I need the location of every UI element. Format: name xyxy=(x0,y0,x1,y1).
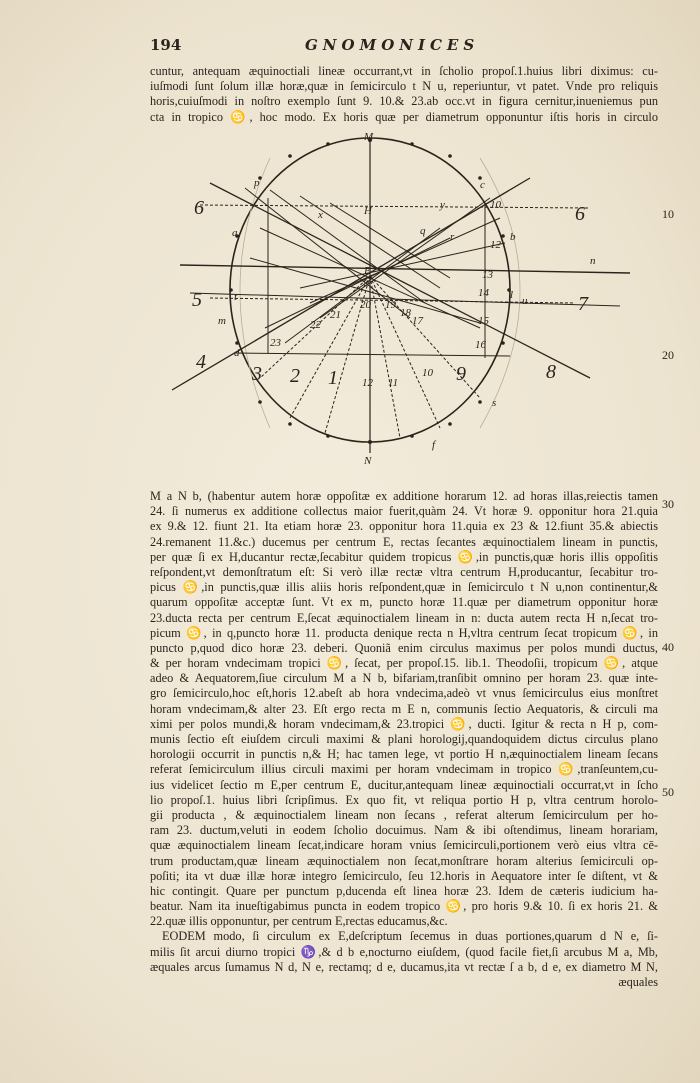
text-line: horologii occurrit in punctis n,& H; hac tamen lege, vt portio H n,æquinoctialem lineam ſecans xyxy=(150,747,658,762)
point-label: q xyxy=(420,225,426,237)
text-line: cuntur, antequam æquinoctiali lineæ occurrant,vt in ſcholio propoſ.1.huius libri diximus: cu- xyxy=(150,64,658,78)
hour-label: 5 xyxy=(192,289,202,311)
point-label: m xyxy=(218,315,226,327)
text-line: quarum oppoſitæ acceptæ ſunt. Vt ex m, puncto horæ 11.quæ per diametrum opponitur horæ xyxy=(150,595,658,610)
point-label: p xyxy=(254,177,260,189)
text-line: per quæ ſi ex H,ducantur rectæ,ſecabitur quidem tropicus ♋,in punctis,quæ horis illis oppoſitis xyxy=(150,549,658,564)
hour-number: 10 xyxy=(422,367,433,379)
point-label: u xyxy=(522,295,528,307)
running-title: GNOMONICES xyxy=(305,36,480,54)
hour-number: 12 xyxy=(362,377,373,389)
text-line: iuſmodi ſunt ſolum illæ horæ,quæ in ſemicirculo t N u, reperiuntur, vt patet. Vnde pro reliquis xyxy=(150,79,658,94)
text-line: quæ æquinoctialem lineam ſecat,indicare horam vnius ſemicirculi,portionem verò eius vltra cē- xyxy=(150,838,658,853)
hour-number: 10 xyxy=(490,199,501,211)
hour-number: 3 xyxy=(252,363,262,385)
text-line: lio propoſ.1. huius libri ſcripſimus. Ex quo fit, vt reliqua portio H p, vltra centrum horolo- xyxy=(150,792,658,807)
text-line: 22.quæ illis opponuntur, per centrum E,rectas educamus,&c. xyxy=(150,914,448,929)
point-label: c xyxy=(480,179,485,191)
page-header xyxy=(150,36,660,58)
text-line: poſiti; ita vt duæ illæ horæ integro ſemicirculo, ſeu 12.horis in Aequatore inter ſe diſtent, vt & xyxy=(150,868,658,883)
diagram-svg xyxy=(150,128,660,478)
margin-line-number: 40 xyxy=(662,640,674,654)
text-line: æquales arcus ſumamus N d, N e, rectamq; d e, ducamus,ita vt rectæ ſ a b, d e, ex diametro M N, xyxy=(150,959,658,974)
hour-number: 17 xyxy=(412,315,423,327)
text-line: & per horam vndecimam tropici ♋, ſecat, per propoſ.15. lib.1. Theodoſii, tropicum ♋, atque xyxy=(150,656,658,671)
hour-number: 11 xyxy=(388,377,399,389)
point-label: x xyxy=(318,209,323,221)
margin-line-number: 30 xyxy=(662,497,674,511)
text-line: ius videlicet ſectio m E,per centrum E, ducitur,antequam lineæ æquinoctiali occurrat,vt in ſcho xyxy=(150,777,658,792)
point-label: a xyxy=(232,227,238,239)
text-line: milis ſit arcui diurno tropici ♑,& d b e,nocturno eiuſdem, (quod facile fiet,ſi arcubus M a, Mb, xyxy=(150,944,658,959)
text-line: 24. ſi numerus ex additione collectus maior fuerit,quàm 24. Vt horæ 9. opponitur hora 21.quia xyxy=(150,504,658,519)
text-line: ximi per polos mundi,& horam vndecimam,& 23.tropici ♋, ducti. Igitur & recta n H p, com- xyxy=(150,716,658,731)
margin-line-number: 50 xyxy=(662,785,674,799)
text-line: adeo & Aequatorem,ſiue circulum M a N b, bifariam,tranſibit omnino per horam 23. quæ inte- xyxy=(150,671,658,686)
text-line: 24.remanent 11.&c.) ducemus per centrum E, rectas ſecantes æquinoctialem lineam in punctis, xyxy=(150,534,658,549)
page-number: 194 xyxy=(150,36,182,54)
hour-label: 8 xyxy=(546,361,556,383)
catchword: æquales xyxy=(618,975,658,989)
hour-number: 9 xyxy=(456,363,466,385)
text-line: EODEM modo, ſi circulum ex E,deſcriptum ſecemus in duas portiones,quarum d N e, ſi- xyxy=(162,929,658,944)
point-label: r xyxy=(450,231,455,243)
point-label: d xyxy=(234,347,240,359)
margin-line-number: 10 xyxy=(662,207,674,221)
hour-label: 4 xyxy=(196,351,206,373)
hour-number: 20 xyxy=(360,299,371,311)
hour-number: 23 xyxy=(270,337,281,349)
text-line: trum productam,quæ lineam æquinoctialem non ſecat,monſtrare horam alterius ſemicirculi op- xyxy=(150,853,658,868)
hour-number: 13 xyxy=(482,269,493,281)
text-line: reſpondent,vt demonſtratum eſt: Si verò illæ rectæ vltra centrum H,producantur, ſecabitur tro- xyxy=(150,564,658,579)
text-line: horam vndecimam,& alter 23. Eſt ergo recta m E n, communis ſectio Aequatoris, & circuli ma xyxy=(150,701,658,716)
hour-number: 19 xyxy=(385,299,396,311)
text-line: horis,cuiuſmodi in noſtro exemplo ſunt 9. 10.& 23.ab occ.vt in figura cernitur,inueniemus pun xyxy=(150,94,658,109)
gnomonic-diagram xyxy=(150,128,660,478)
hour-number: 16 xyxy=(475,339,486,351)
text-line: 23.ducta recta per centrum E,ſecat æquinoctialem lineam in n: ducta autem recta H n,ſecat tro- xyxy=(150,610,658,625)
point-label: t xyxy=(234,291,238,303)
hour-number: 21 xyxy=(330,309,341,321)
text-line: munis ſectio eſt eiuſdem circuli maximi & plani horologij,quandoquidem dictus circulus plano xyxy=(150,732,658,746)
equinoctial-line xyxy=(180,265,630,273)
hour-number: 15 xyxy=(478,315,489,327)
hour-number: 22 xyxy=(310,319,321,331)
text-line: ram 23. ductum,veluti in eodem ſcholio docuimus. Nam & ibi oſtendimus, lineam horariam, xyxy=(150,823,658,838)
main-paragraph xyxy=(150,489,658,990)
point-label: N xyxy=(364,455,372,467)
point-label: b xyxy=(510,231,516,243)
hour-number: 2 xyxy=(290,365,300,387)
point-label: l xyxy=(510,289,514,301)
top-paragraph xyxy=(150,64,658,125)
hour-number: 14 xyxy=(478,287,489,299)
text-line: beatur. Nam ita inueſtigabimus puncta in eodem tropico ♋, pro horis 9.& 10. ſi ex horis 21. & xyxy=(150,899,658,914)
text-line: gro ſemicirculo,hoc eſt,horis 12.abeſt ab hora vndecima,adeò vt vnus ſemicirculus eius monſtret xyxy=(150,686,658,701)
text-line: gii producta , & æquinoctialem lineam non ſecans , referat alterum ſemicirculum per ho- xyxy=(150,807,658,822)
hour-label: 6 xyxy=(575,203,585,225)
point-label: E xyxy=(364,265,371,277)
hour-number: 18 xyxy=(400,307,411,319)
point-label: n xyxy=(590,255,596,267)
text-line: hic contingit. Quare per punctum p,ducenda eſt linea horæ 23. Idem de cæteris iudicium ha- xyxy=(150,883,658,898)
hour-number: 1 xyxy=(328,367,338,389)
point-label: H xyxy=(364,205,372,217)
margin-line-number: 20 xyxy=(662,348,674,362)
text-line: M a N b, (habentur autem horæ oppoſitæ ex additione horarum 12. ad horas illas,reiectis tamen xyxy=(150,489,658,503)
point-label: M xyxy=(364,131,374,143)
text-line: cta in tropico ♋, hoc modo. Ex horis quæ per diametrum opponuntur iſtis horis in circulo xyxy=(150,109,658,124)
point-label: y xyxy=(440,199,445,211)
text-line: picum ♋, in q,puncto horæ 11. producta denique recta n H,vltra centrum ſecat tropicum ♋, in xyxy=(150,625,658,640)
hour-number: 12 xyxy=(490,239,501,251)
text-line: ex 9.& 12. fiunt 21. Ita etiam horæ 23. opponitur hora 11.quia ex 23 & 12.fiunt 35.& abiectis xyxy=(150,519,658,534)
hour-label: 7 xyxy=(578,293,588,315)
point-label: s xyxy=(492,397,497,409)
hour-label: 6 xyxy=(194,197,204,219)
text-line: referat ſemicirculum illius circuli maximi per horam vndecimam in tropico ♋,tranſeuntem,cu- xyxy=(150,762,658,777)
text-line: picus ♋,in punctis,quæ illis aliis horis reſpondent,quæ in ſemicirculo t N u,non continentur,& xyxy=(150,580,658,595)
point-label: f xyxy=(432,439,436,451)
text-line: puncto p,quod dico horæ 23. deberi. Quoniã enim circulus maximus per polos mundi ductus, xyxy=(150,640,658,655)
